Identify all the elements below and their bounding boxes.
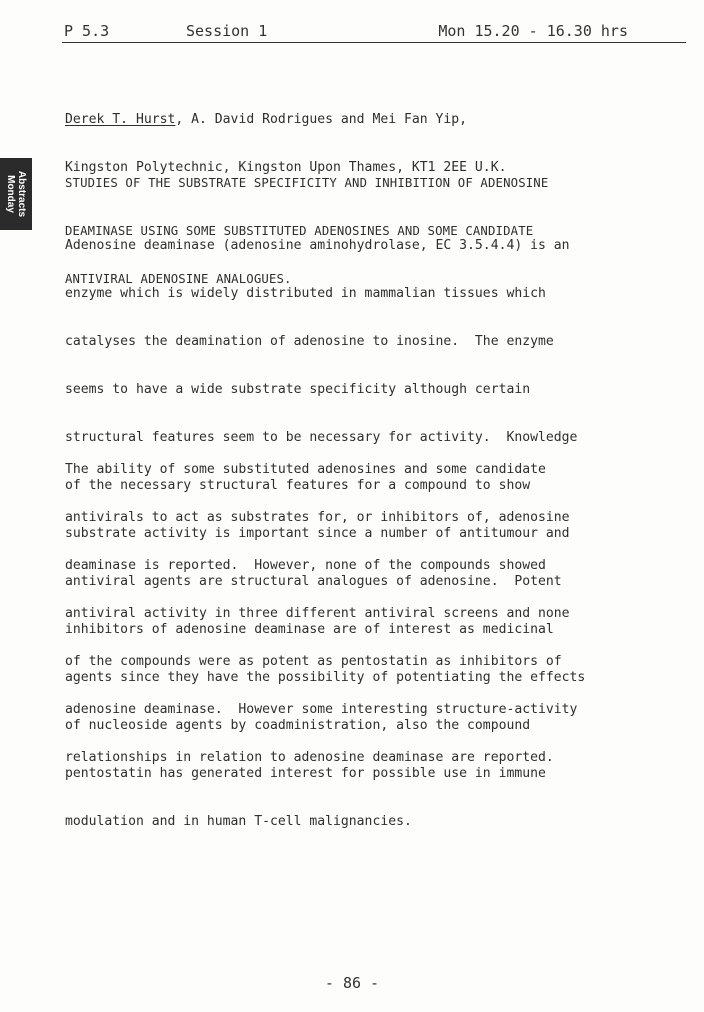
abstract-code: P 5.3 <box>64 22 110 40</box>
page-number: - 86 - <box>324 974 380 992</box>
text-line: seems to have a wide substrate specificity although certain <box>65 382 531 397</box>
title-line: STUDIES OF THE SUBSTRATE SPECIFICITY AND INHIBITION OF ADENOSINE <box>65 176 549 190</box>
text-line: pentostatin has generated interest for possible use in immune <box>65 766 546 781</box>
text-line: catalyses the deamination of adenosine to inosine. The enzyme <box>65 334 554 349</box>
text-line: deaminase is reported. However, none of the compounds showed <box>65 558 546 573</box>
text-line: substrate activity is important since a number of antitumour and <box>65 526 570 541</box>
section-tab <box>0 158 32 230</box>
text-line: The ability of some substituted adenosines and some candidate <box>65 462 546 477</box>
text-line: agents since they have the possibility of potentiating the effects <box>65 670 586 685</box>
text-line: structural features seem to be necessary for activity. Knowledge <box>65 430 578 445</box>
author-line <box>65 112 665 128</box>
text-line: enzyme which is widely distributed in mammalian tissues which <box>65 286 546 301</box>
co-authors: , A. David Rodrigues and Mei Fan Yip, <box>175 112 468 127</box>
text-line: inhibitors of adenosine deaminase are of interest as medicinal <box>65 622 554 637</box>
title-line: DEAMINASE USING SOME SUBSTITUTED ADENOSINES AND SOME CANDIDATE <box>65 224 534 238</box>
presenting-author: Derek T. Hurst <box>65 112 176 127</box>
text-line: adenosine deaminase. However some interesting structure-activity <box>65 702 578 717</box>
title-line: ANTIVIRAL ADENOSINE ANALOGUES. <box>65 272 292 286</box>
text-line: Adenosine deaminase (adenosine aminohydrolase, EC 3.5.4.4) is an <box>65 238 570 253</box>
text-line: of nucleoside agents by coadministration, also the compound <box>65 718 531 733</box>
section-tab-line2: Monday <box>5 175 16 213</box>
text-line: modulation and in human T-cell malignancies. <box>65 814 412 829</box>
text-line: antivirals to act as substrates for, or inhibitors of, adenosine <box>65 510 570 525</box>
paragraph-2 <box>65 430 665 798</box>
text-line: antiviral activity in three different antiviral screens and none <box>65 606 570 621</box>
session-label: Session 1 <box>186 22 268 40</box>
text-line: antiviral agents are structural analogues of adenosine. Potent <box>65 574 562 589</box>
affiliation: Kingston Polytechnic, Kingston Upon Thames, KT1 2EE U.K. <box>65 160 507 175</box>
section-tab-line1: Abstracts <box>16 170 27 218</box>
text-line: of the compounds were as potent as pentostatin as inhibitors of <box>65 654 562 669</box>
session-time: Mon 15.20 - 16.30 hrs <box>438 22 628 40</box>
page-header <box>62 20 686 43</box>
text-line: relationships in relation to adenosine deaminase are reported. <box>65 750 554 765</box>
text-line: of the necessary structural features for a compound to show <box>65 478 531 493</box>
